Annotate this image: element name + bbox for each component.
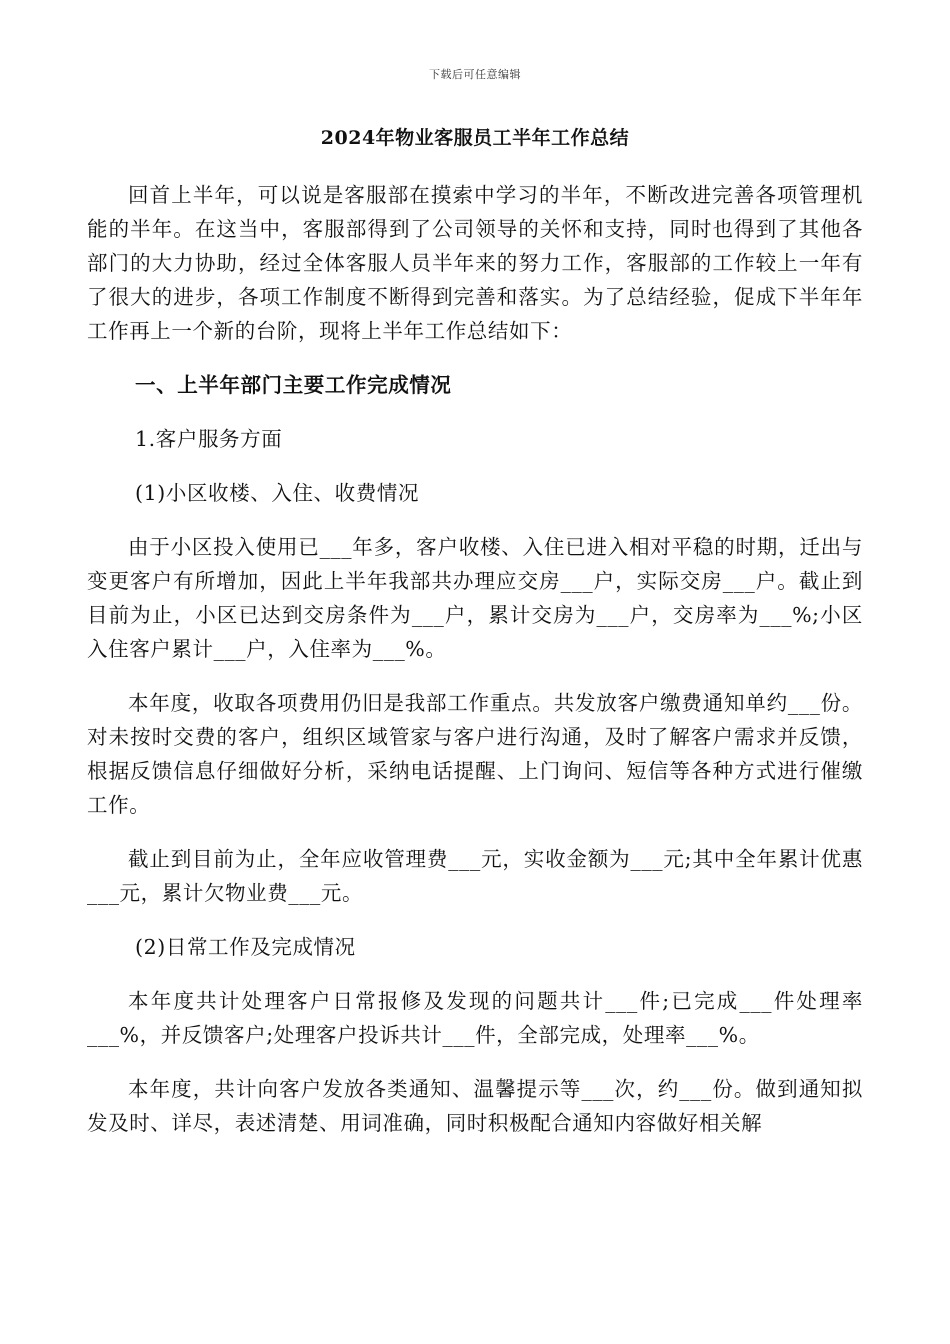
sub-heading-customer-service: 1.客户服务方面 bbox=[135, 427, 283, 451]
document-body bbox=[87, 178, 863, 1140]
intro-paragraph: 回首上半年，可以说是客服部在摸索中学习的半年，不断改进完善各项管理机能的半年。在这当中，客服部得到了公司领导的关怀和支持，同时也得到了其他各部门的大力协助，经过全体客服人员半年来的努力工作，客服部的工作较上一年有了很大的进步，各项工作制度不断得到完善和落实。为了总结经验，促成下半年年工作再上一个新的台阶，现将上半年工作总结如下： bbox=[87, 183, 863, 343]
paragraph-notices: 本年度，共计向客户发放各类通知、温馨提示等___次，约___份。做到通知拟发及时、详尽，表述清楚、用词准确，同时积极配合通知内容做好相关解 bbox=[87, 1077, 863, 1135]
paragraph-repairs: 本年度共计处理客户日常报修及发现的问题共计___件;已完成___件处理率___%，并反馈客户;处理客户投诉共计___件，全部完成，处理率___%。 bbox=[87, 989, 863, 1047]
section-heading-1: 一、上半年部门主要工作完成情况 bbox=[135, 373, 452, 397]
sub-heading-daily-work: (2)日常工作及完成情况 bbox=[135, 935, 356, 959]
paragraph-handover: 由于小区投入使用已___年多，客户收楼、入住已进入相对平稳的时期，迁出与变更客户有所增加，因此上半年我部共办理应交房___户，实际交房___户。截止到目前为止，小区已达到交房条件为___户，累计交房为___户，交房率为___%;小区入住客户累计___户，入住率为___%。 bbox=[87, 535, 863, 661]
header-note: 下载后可任意编辑 bbox=[429, 68, 521, 81]
sub-heading-handover: (1)小区收楼、入住、收费情况 bbox=[135, 481, 420, 505]
document-title: 2024年物业客服员工半年工作总结 bbox=[320, 127, 630, 149]
paragraph-management-fee: 截止到目前为止，全年应收管理费___元，实收金额为___元;其中全年累计优惠___元，累计欠物业费___元。 bbox=[87, 847, 863, 905]
paragraph-fees: 本年度，收取各项费用仍旧是我部工作重点。共发放客户缴费通知单约___份。对未按时交费的客户，组织区域管家与客户进行沟通，及时了解客户需求并反馈，根据反馈信息仔细做好分析，采纳电话提醒、上门询问、短信等各种方式进行催缴工作。 bbox=[87, 691, 863, 817]
